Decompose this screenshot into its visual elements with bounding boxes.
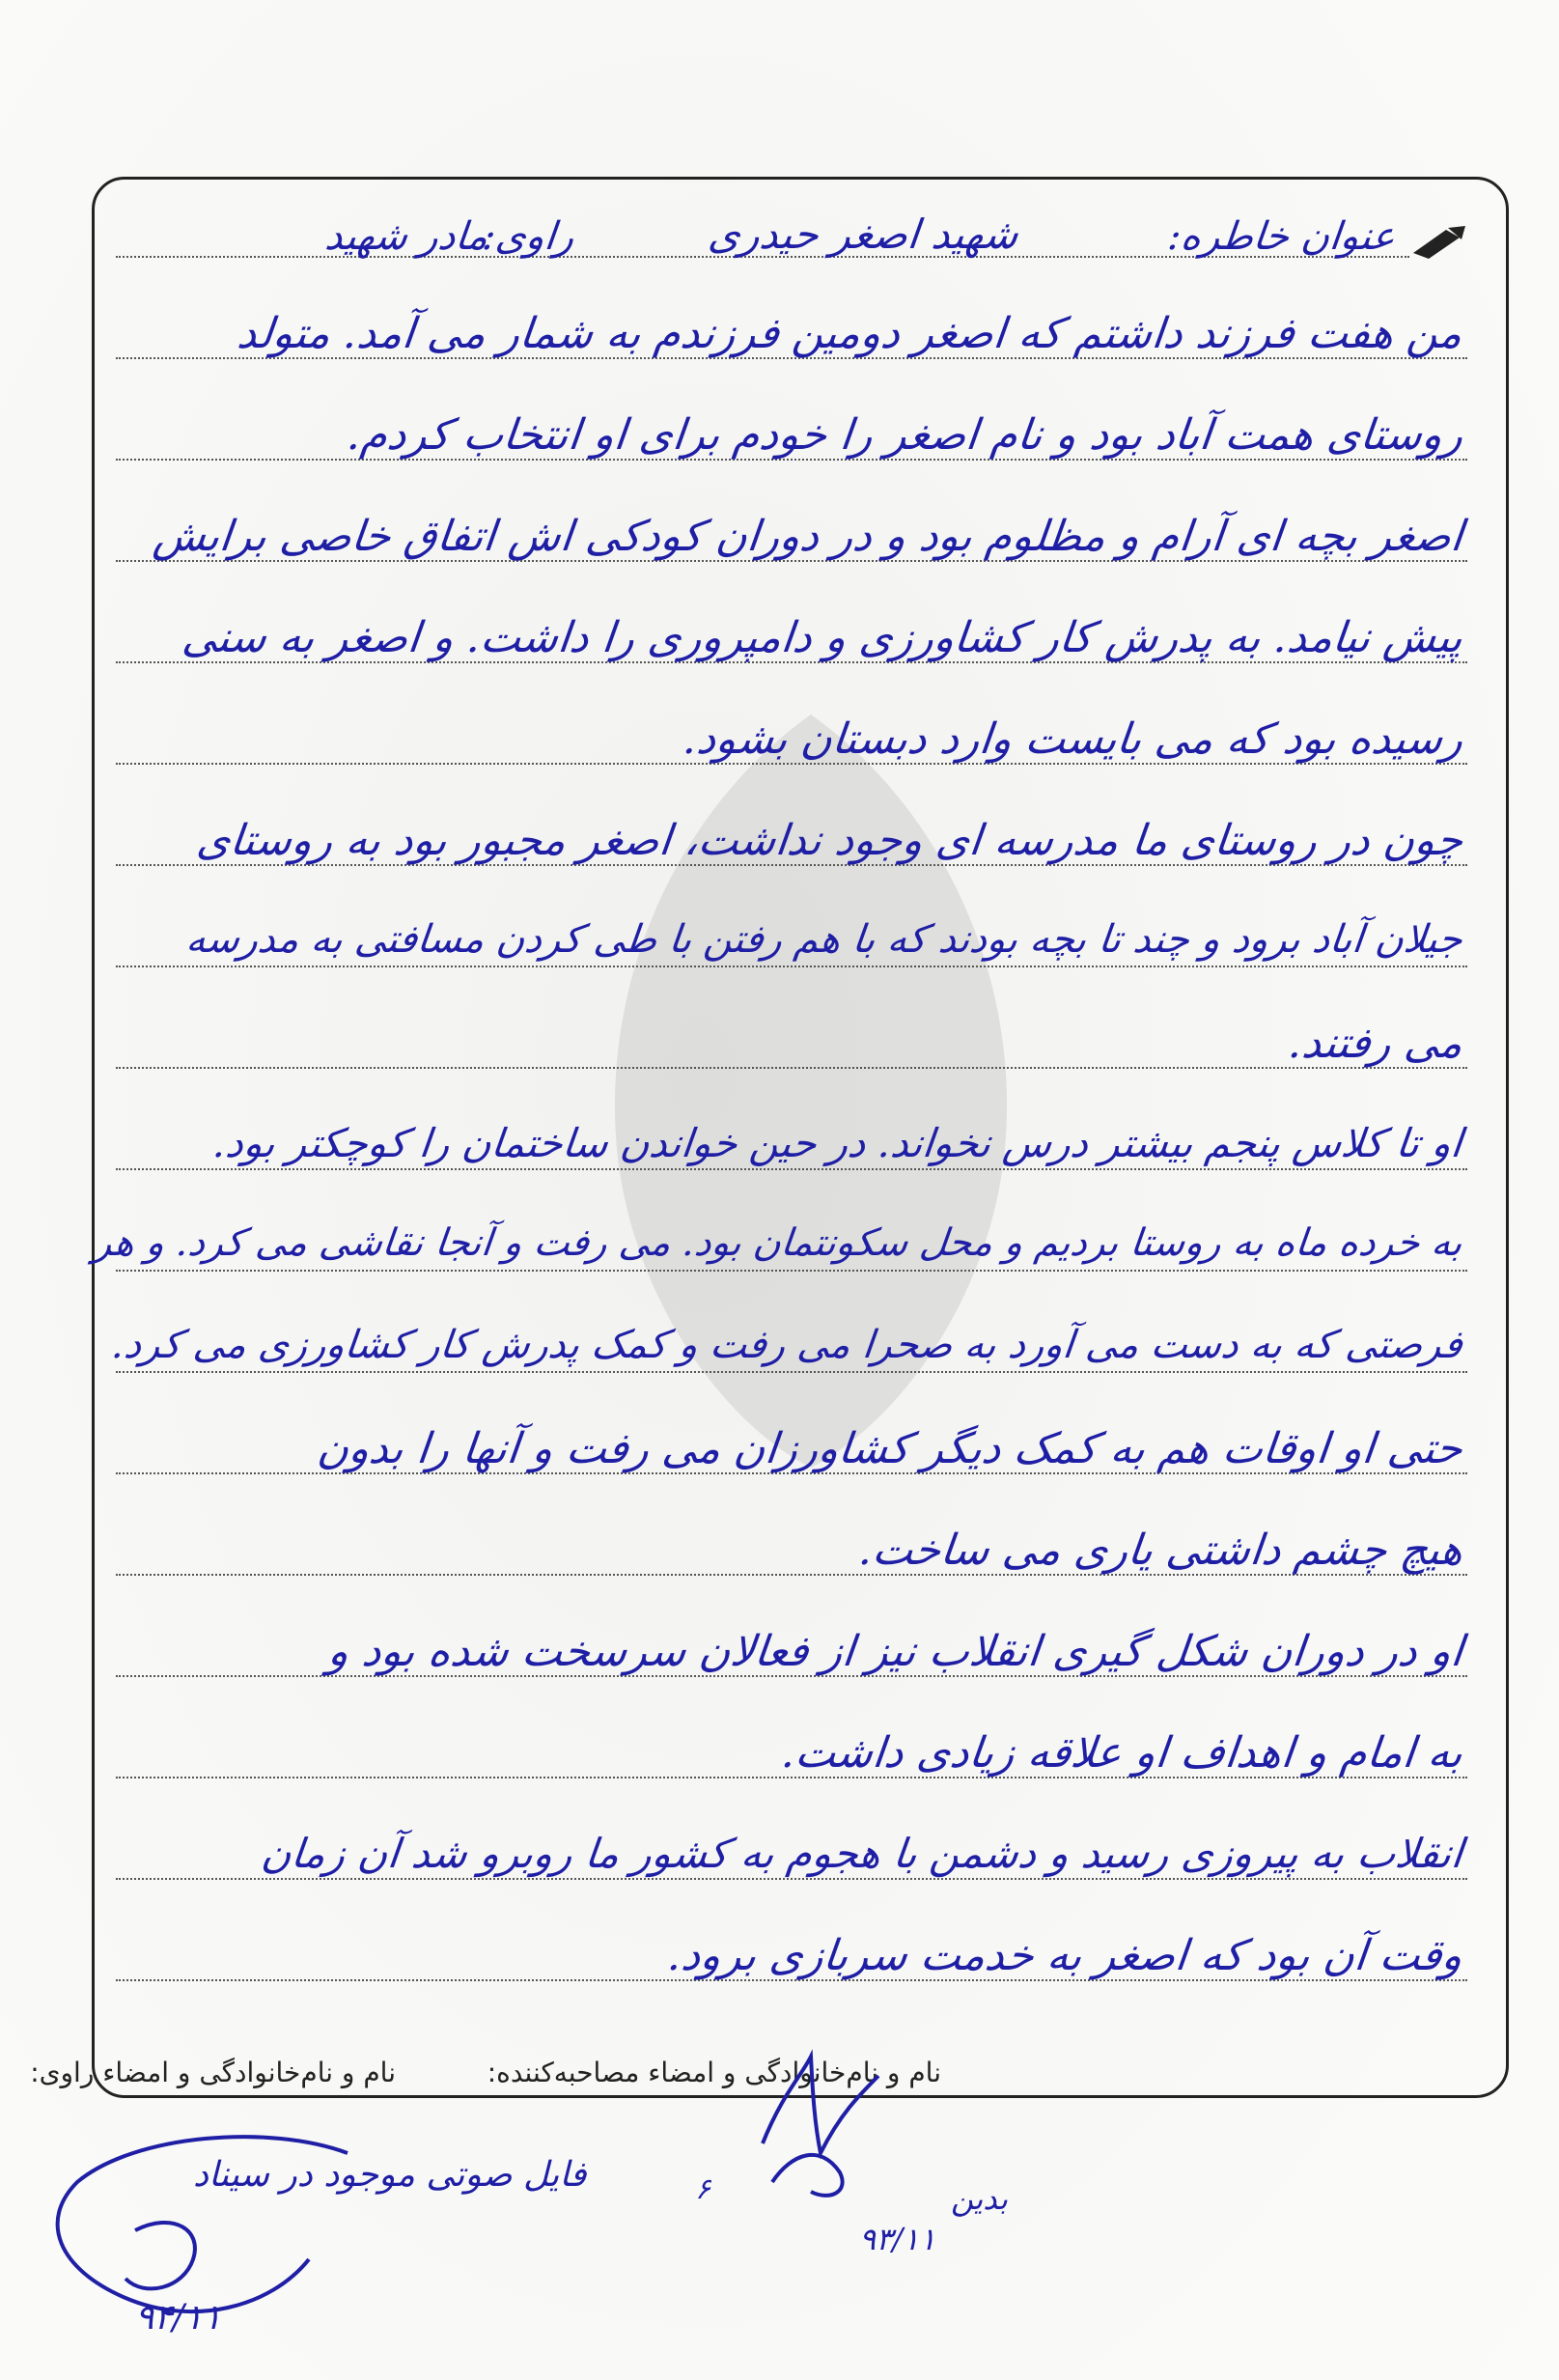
body-line: جیلان آباد برود و چند تا بچه بودند که با هم رفتن با طی کردن مسافتی به مدرسه bbox=[183, 917, 1465, 962]
body-line: فرصتی که به دست می آورد به صحرا می رفت و کمک پدرش کار کشاورزی می کرد. bbox=[109, 1323, 1465, 1367]
body-line: به امام و اهداف او علاقه زیادی داشت. bbox=[779, 1728, 1465, 1778]
body-line: می رفتند. bbox=[1286, 1019, 1465, 1068]
body-line: روستای همت آباد بود و نام اصغر را خودم برای او انتخاب کردم. bbox=[344, 410, 1465, 460]
body-line: چون در روستای ما مدرسه ای وجود نداشت، اصغر مجبور بود به روستای bbox=[194, 816, 1465, 865]
body-line: به خرده ماه به روستا بردیم و محل سکونتمان بود. می رفت و آنجا نقاشی می کرد. و هر bbox=[91, 1221, 1465, 1265]
body-line: پیش نیامد. به پدرش کار کشاورزی و دامپروری را داشت. و اصغر به سنی bbox=[180, 613, 1465, 662]
audio-file-note: فایل صوتی موجود در سیناد bbox=[193, 2155, 587, 2195]
interviewer-signature-label: نام و نام‌خانوادگی و امضاء مصاحبه‌کننده: bbox=[487, 2057, 941, 2088]
body-line: من هفت فرزند داشتم که اصغر دومین فرزندم به شمار می آمد. متولد bbox=[235, 309, 1465, 358]
body-line: هیچ چشم داشتی یاری می ساخت. bbox=[855, 1526, 1465, 1575]
date-note: ۹۳/۱۱ bbox=[859, 2221, 936, 2257]
narrator-value: مادر شهید bbox=[322, 214, 490, 259]
body-line: انقلاب به پیروزی رسید و دشمن با هجوم به کشور ما روبرو شد آن زمان bbox=[259, 1830, 1465, 1877]
body-line: حتی او اوقات هم به کمک دیگر کشاورزان می رفت و آنها را بدون bbox=[315, 1424, 1465, 1473]
signature-number: ۶ bbox=[695, 2172, 711, 2206]
body-line: رسیده بود که می بایست وارد دبستان بشود. bbox=[680, 714, 1465, 764]
title-label: عنوان خاطره: bbox=[1165, 214, 1398, 259]
narrator-label: راوی: bbox=[481, 214, 577, 259]
narrator-signature-label: نام و نام‌خانوادگی و امضاء راوی: bbox=[30, 2057, 396, 2088]
body-line: اصغر بچه ای آرام و مظلوم بود و در دوران کودکی اش اتفاق خاصی برایش bbox=[151, 512, 1465, 561]
pen-icon bbox=[1409, 224, 1469, 261]
narrator-signature-number: ۹۴/۱۱ bbox=[135, 2298, 222, 2338]
date-prefix: بدین bbox=[951, 2180, 1008, 2217]
body-line: او تا کلاس پنجم بیشتر درس نخواند. در حین خواندن ساختمان را کوچکتر بود. bbox=[210, 1120, 1465, 1166]
interviewer-signature bbox=[743, 2037, 898, 2211]
body-line: وقت آن بود که اصغر به خدمت سربازی برود. bbox=[665, 1931, 1465, 1980]
title-value: شهید اصغر حیدری bbox=[706, 210, 1021, 258]
body-line: او در دوران شکل گیری انقلاب نیز از فعالان سرسخت شده بود و bbox=[324, 1627, 1465, 1676]
